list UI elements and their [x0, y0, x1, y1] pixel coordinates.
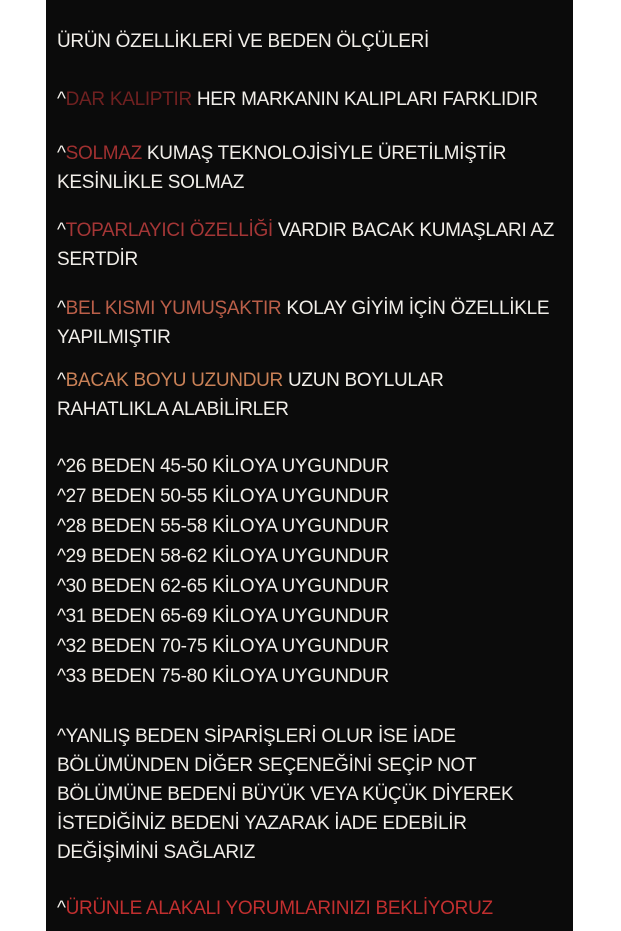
feature-text-line2: KESİNLİKLE SOLMAZ — [57, 172, 245, 193]
feature-text-line2: YAPILMIŞTIR — [57, 327, 171, 348]
return-policy-line: BÖLÜMÜNE BEDENİ BÜYÜK VEYA KÜÇÜK DİYEREK — [57, 784, 514, 805]
size-row: ^32 BEDEN 70-75 KİLOYA UYGUNDUR — [57, 636, 389, 657]
size-chart — [57, 452, 565, 692]
feature-line — [57, 294, 565, 323]
size-row: ^26 BEDEN 45-50 KİLOYA UYGUNDUR — [57, 456, 389, 477]
feature-text: VARDIR BACAK KUMAŞLARI AZ — [272, 220, 555, 241]
return-policy — [57, 722, 565, 867]
feature-highlight: BACAK BOYU UZUNDUR — [65, 370, 283, 391]
feature-bel-kismi — [57, 294, 565, 352]
return-policy-line: DEĞİŞİMİNİ SAĞLARIZ — [57, 842, 256, 863]
feature-line — [57, 216, 565, 245]
feature-highlight: DAR KALIPTIR — [65, 89, 192, 110]
feature-text: KUMAŞ TEKNOLOJİSİYLE ÜRETİLMİŞTİR — [141, 143, 507, 164]
feature-text: HER MARKANIN KALIPLARI FARKLIDIR — [191, 89, 538, 110]
caret-marker: ^ — [57, 898, 66, 919]
caret-marker: ^ — [57, 220, 66, 241]
feature-dar-kaliptir — [57, 85, 565, 114]
size-row: ^27 BEDEN 50-55 KİLOYA UYGUNDUR — [57, 486, 389, 507]
caret-marker: ^ — [57, 89, 66, 110]
product-description-panel — [46, 0, 573, 931]
feature-solmaz — [57, 139, 565, 197]
feature-text-line2: SERTDİR — [57, 249, 138, 270]
return-policy-line: ^YANLIŞ BEDEN SİPARİŞLERİ OLUR İSE İADE — [57, 726, 456, 747]
return-policy-line: BÖLÜMÜNDEN DİĞER SEÇENEĞİNİ SEÇİP NOT — [57, 755, 477, 776]
feature-highlight: BEL KISMI YUMUŞAKTIR — [65, 298, 282, 319]
feature-line — [57, 139, 565, 168]
return-policy-line: İSTEDİĞİNİZ BEDENİ YAZARAK İADE EDEBİLİR — [57, 813, 467, 834]
size-row: ^33 BEDEN 75-80 KİLOYA UYGUNDUR — [57, 666, 389, 687]
feature-highlight: TOPARLAYICI ÖZELLİĞİ — [65, 220, 273, 241]
feature-line — [57, 366, 565, 395]
size-row: ^31 BEDEN 65-69 KİLOYA UYGUNDUR — [57, 606, 389, 627]
page-title: ÜRÜN ÖZELLİKLERİ VE BEDEN ÖLÇÜLERİ — [57, 31, 430, 52]
comments-note — [57, 894, 565, 923]
feature-bacak-boyu — [57, 366, 565, 424]
caret-marker: ^ — [57, 370, 66, 391]
size-row: ^30 BEDEN 62-65 KİLOYA UYGUNDUR — [57, 576, 389, 597]
caret-marker: ^ — [57, 143, 66, 164]
comments-note-text: ÜRÜNLE ALAKALI YORUMLARINIZI BEKLİYORUZ — [65, 898, 493, 919]
size-row: ^29 BEDEN 58-62 KİLOYA UYGUNDUR — [57, 546, 389, 567]
feature-text: KOLAY GİYİM İÇİN ÖZELLİKLE — [281, 298, 550, 319]
feature-toparlayici — [57, 216, 565, 274]
feature-text-line2: RAHATLIKLA ALABİLİRLER — [57, 399, 289, 420]
feature-text: UZUN BOYLULAR — [282, 370, 444, 391]
size-row: ^28 BEDEN 55-58 KİLOYA UYGUNDUR — [57, 516, 389, 537]
feature-highlight: SOLMAZ — [65, 143, 142, 164]
caret-marker: ^ — [57, 298, 66, 319]
